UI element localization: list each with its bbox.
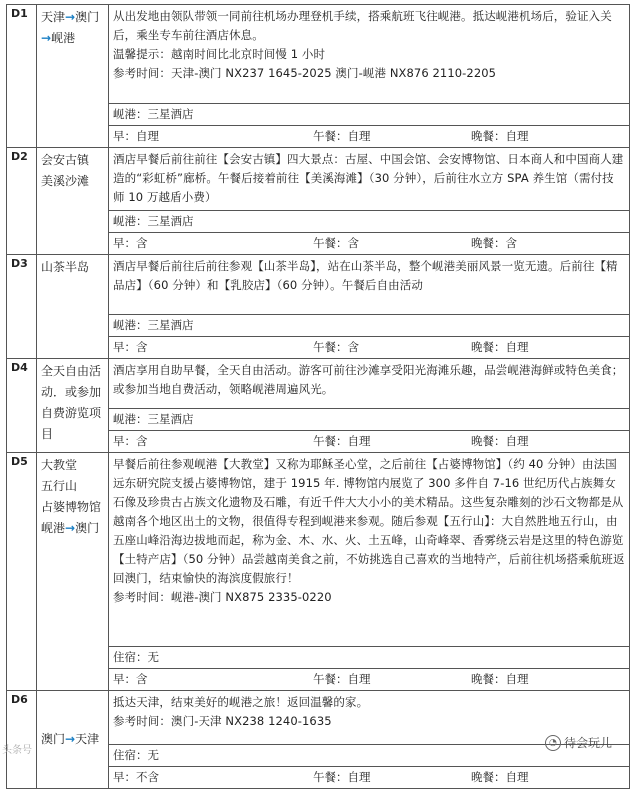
day-label: D5 <box>7 453 37 691</box>
meal-breakfast: 早：含 <box>113 434 148 448</box>
meal-dinner: 晚餐：自理 <box>471 770 529 784</box>
accommodation: 住宿：无 <box>109 647 630 669</box>
day-description: 酒店享用自助早餐，全天自由活动。游客可前往沙滩享受阳光海滩乐趣，品尝岘港海鲜或特色美食；或参加当地自费活动，领略岘港周遍风光。 <box>109 359 630 409</box>
itinerary-table <box>6 4 630 789</box>
day-description: 抵达天津，结束美好的岘港之旅！返回温馨的家。 参考时间：澳门-天津 NX238 1240-1635 <box>109 691 630 745</box>
day-label: D6 <box>7 691 37 789</box>
meal-breakfast: 早：含 <box>113 340 148 354</box>
day-description: 酒店早餐后前往前往【会安古镇】四大景点：古屋、中国会馆、会安博物馆、日本商人和中国商人建造的“彩虹桥”廊桥。午餐后接着前往【美溪海滩】（30 分钟），后前往水立方 SPA 养生馆（需付技师 10 万越盾小费） <box>109 148 630 211</box>
day-row <box>7 255 630 315</box>
day-row <box>7 359 630 409</box>
accommodation: 岘港：三星酒店 <box>109 315 630 337</box>
meal-breakfast: 早：含 <box>113 236 148 250</box>
meal-dinner: 晚餐：自理 <box>471 340 529 354</box>
meal-lunch: 午餐：自理 <box>313 672 371 686</box>
day-route: 山茶半岛 <box>37 255 109 359</box>
day-row <box>7 691 630 745</box>
watermark-right: ◔ 待会玩儿 <box>545 734 612 751</box>
meal-dinner: 晚餐：自理 <box>471 672 529 686</box>
meal-lunch: 午餐：含 <box>313 340 359 354</box>
arrow-icon: → <box>65 10 76 24</box>
meals-row <box>109 126 630 148</box>
meal-lunch: 午餐：含 <box>313 236 359 250</box>
accommodation: 岘港：三星酒店 <box>109 211 630 233</box>
day-description: 酒店早餐后前往后前往参观【山茶半岛】，站在山茶半岛，整个岘港美丽风景一览无遗。后前往【精品店】（60 分钟）和【乳胶店】（60 分钟）。午餐后自由活动 <box>109 255 630 315</box>
accommodation: 岘港：三星酒店 <box>109 104 630 126</box>
meals-row <box>109 233 630 255</box>
meal-lunch: 午餐：自理 <box>313 770 371 784</box>
arrow-icon: → <box>65 732 76 746</box>
meal-breakfast: 早：不含 <box>113 770 159 784</box>
meals-row <box>109 767 630 789</box>
day-route: 全天自由活 动．或参加 自费游览项 目 <box>37 359 109 453</box>
day-description: 早餐后前往参观岘港【大教堂】又称为耶稣圣心堂，之后前往【占婆博物馆】（约 40 分钟）由法国远东研究院支援占婆博物馆，建于 1915 年. 博物馆内展览了 300 多件自 7-16 世纪历代占族舞女石像及珍贵古占族文化遗物及石雕，有近千件大大小小的美术精品。这些复杂雕刻的沙石文物都是从越南各个地区出土的文物，很值得专程到岘港来参观。随后参观【五行山】：大自然胜地五行山，由五座山峰沿海边拔地而起，称为金、木、水、火、土五峰，山奇峰翠、香雾绕云岩是这里的特色游览【土特产店】（50 分钟）品尝越南美食之前，不妨挑选自己喜欢的当地特产，后前往机场搭乘航班返回澳门，结束愉快的海滨度假旅行！ 参考时间：岘港-澳门 NX875 2335-0220 <box>109 453 630 647</box>
accommodation: 住宿：无 <box>109 745 630 767</box>
day-description: 从出发地由领队带领一同前往机场办理登机手续，搭乘航班飞往岘港。抵达岘港机场后，验证入关后，乘坐专车前往酒店休息。 温馨提示：越南时间比北京时间慢 1 小时 参考时间：天津-澳门 NX237 1645-2025 澳门-岘港 NX876 2110-2205 <box>109 5 630 104</box>
day-row <box>7 5 630 104</box>
day-label: D1 <box>7 5 37 148</box>
wechat-logo-icon: ◔ <box>545 735 561 751</box>
meal-breakfast: 早：自理 <box>113 129 159 143</box>
meals-row <box>109 669 630 691</box>
day-label: D4 <box>7 359 37 453</box>
accommodation: 岘港：三星酒店 <box>109 409 630 431</box>
meals-row <box>109 431 630 453</box>
day-route: 大教堂 五行山 占婆博物馆 岘港→澳门 <box>37 453 109 691</box>
meal-dinner: 晚餐：含 <box>471 236 517 250</box>
day-row <box>7 148 630 211</box>
meal-breakfast: 早：含 <box>113 672 148 686</box>
meal-lunch: 午餐：自理 <box>313 129 371 143</box>
meals-row <box>109 337 630 359</box>
meal-lunch: 午餐：自理 <box>313 434 371 448</box>
day-route: 天津→澳门 →岘港 <box>37 5 109 148</box>
day-row <box>7 453 630 647</box>
arrow-icon: → <box>65 521 76 535</box>
day-label: D3 <box>7 255 37 359</box>
watermark-left: 头条号 <box>2 745 32 756</box>
meal-dinner: 晚餐：自理 <box>471 434 529 448</box>
arrow-icon: → <box>41 31 52 45</box>
meal-dinner: 晚餐：自理 <box>471 129 529 143</box>
day-label: D2 <box>7 148 37 255</box>
day-route: 会安古镇 美溪沙滩 <box>37 148 109 255</box>
day-route: 澳门→天津 <box>37 691 109 789</box>
